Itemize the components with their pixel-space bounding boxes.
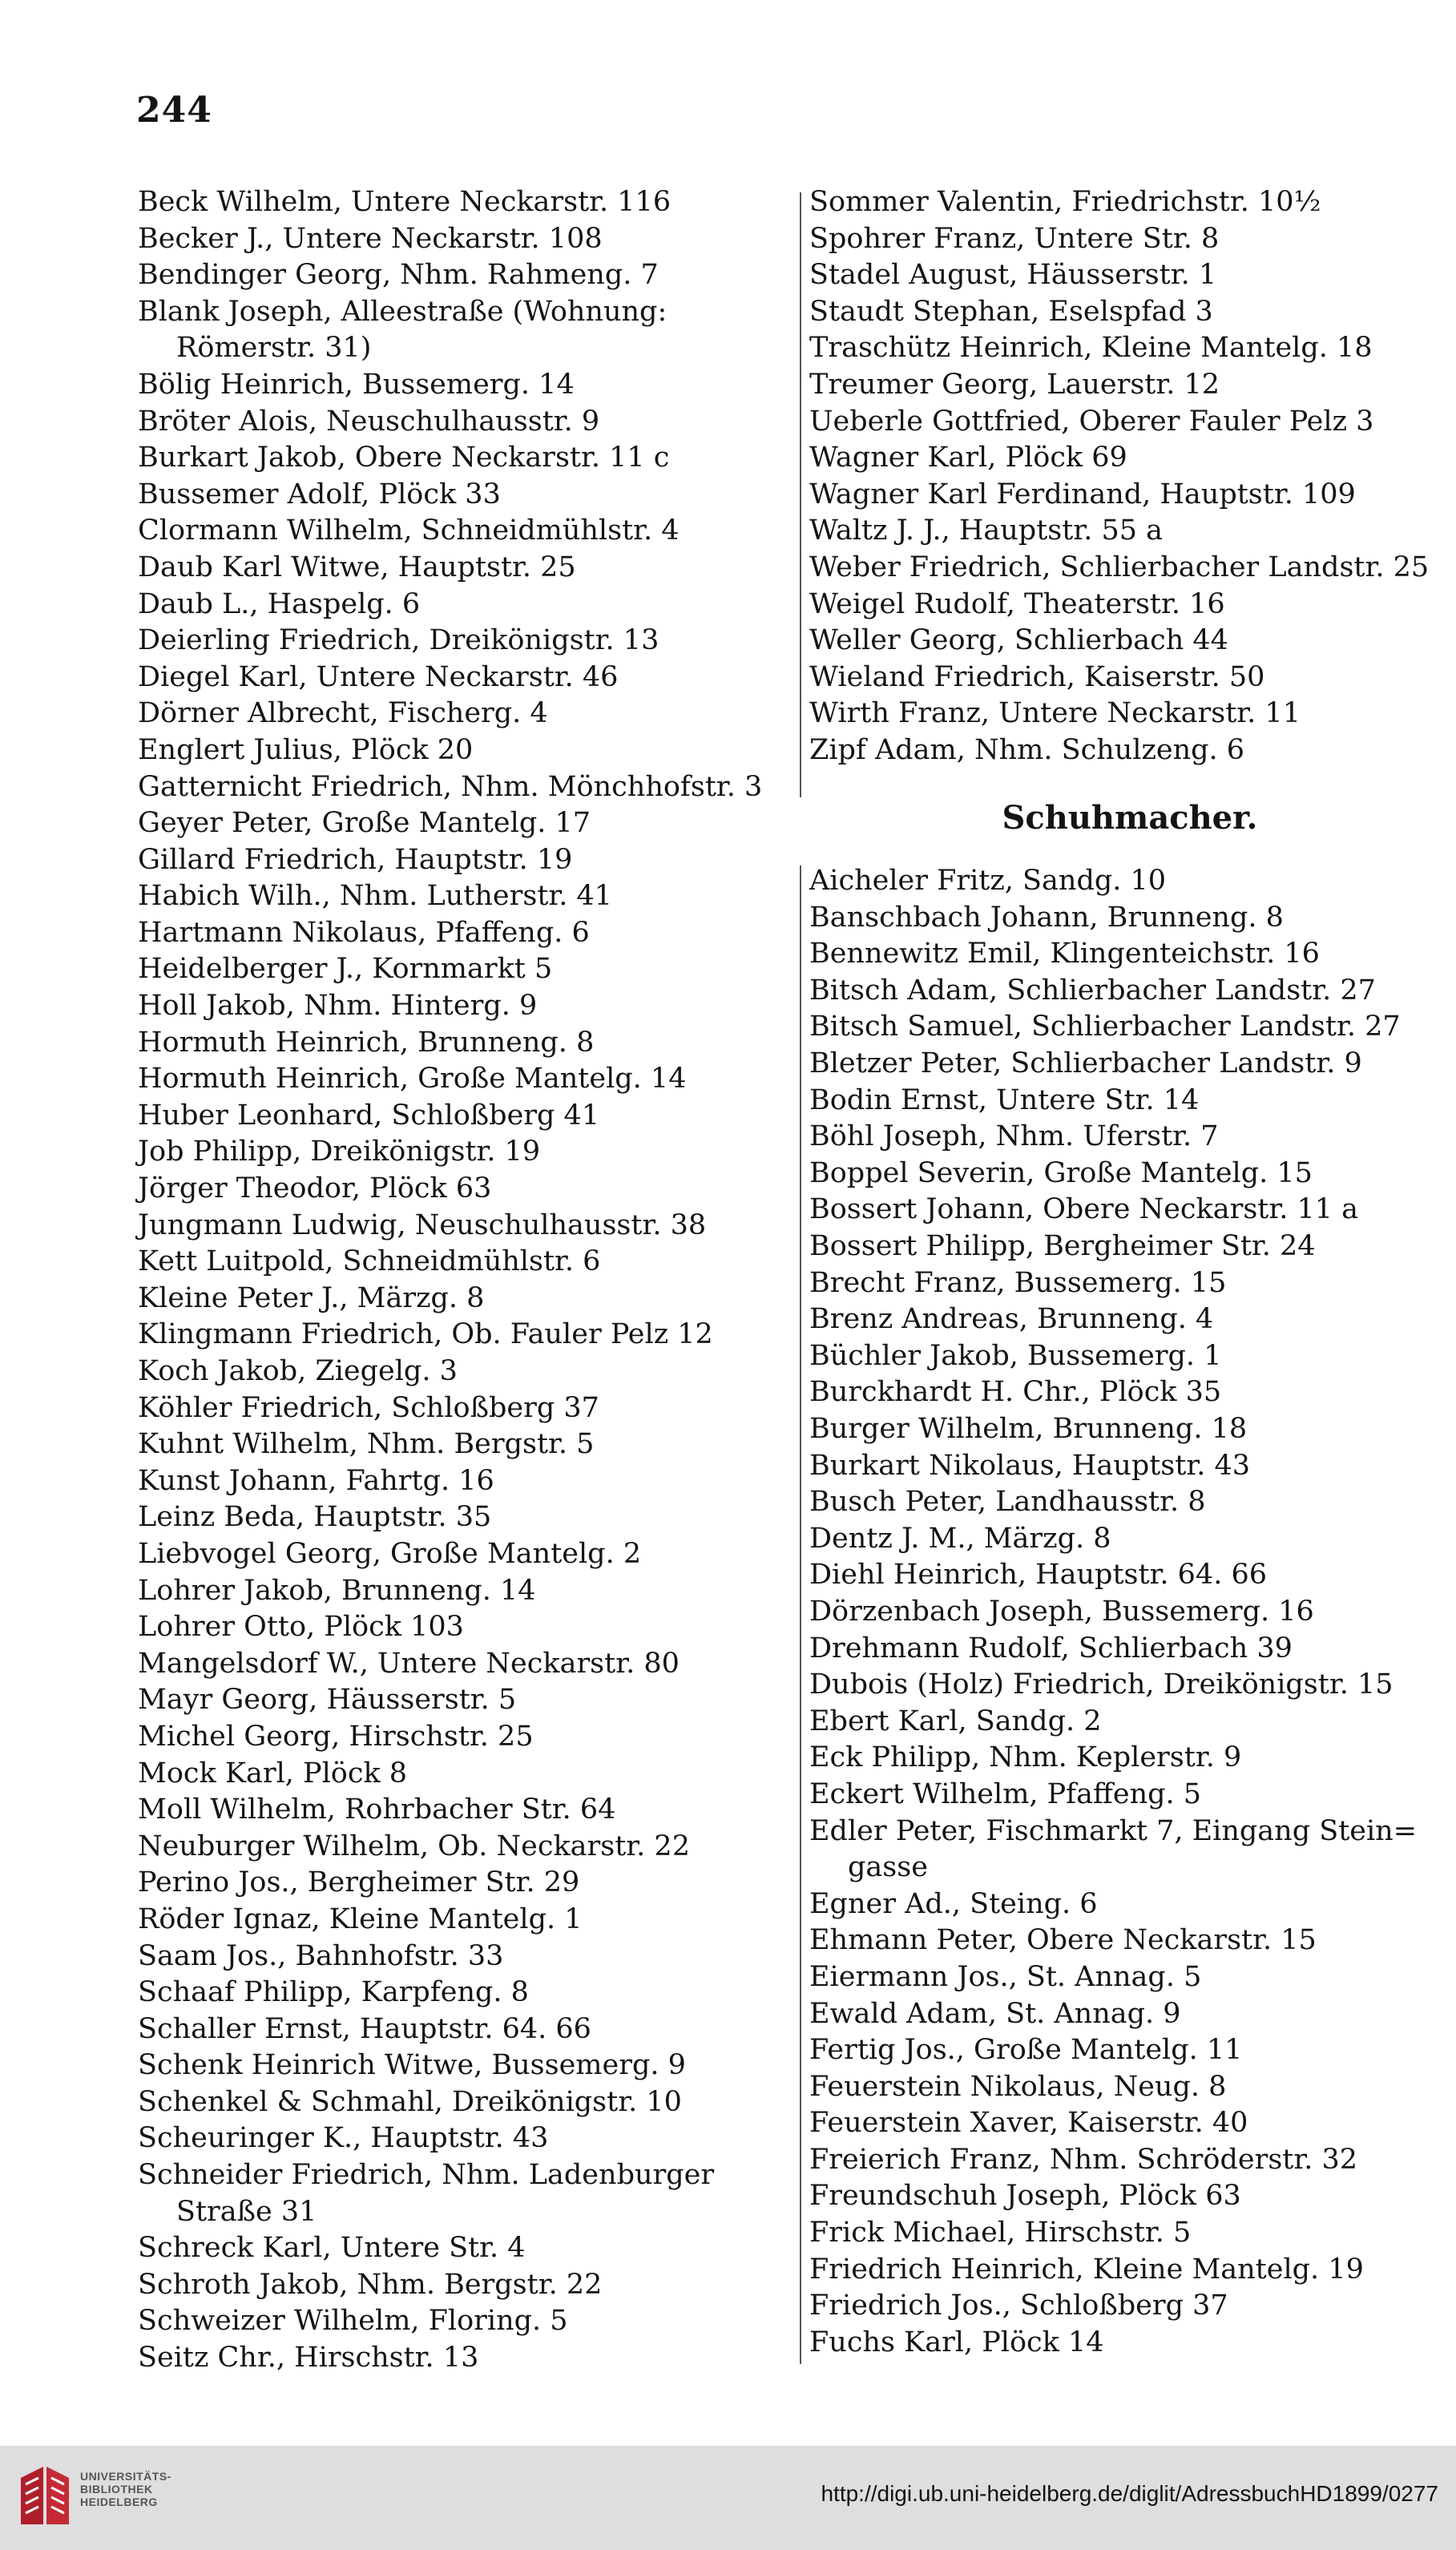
directory-entry: gasse — [848, 1851, 928, 1884]
directory-entry: Busch Peter, Landhausstr. 8 — [809, 1486, 1206, 1519]
directory-entry: Bendinger Georg, Nhm. Rahmeng. 7 — [138, 259, 659, 292]
directory-entry: Hormuth Heinrich, Brunneng. 8 — [138, 1026, 595, 1059]
directory-entry: Edler Peter, Fischmarkt 7, Eingang Stein= — [809, 1814, 1418, 1847]
directory-entry: Schenkel & Schmahl, Dreikönigstr. 10 — [138, 2085, 682, 2118]
footer-bar — [0, 2446, 1456, 2550]
directory-entry: Diehl Heinrich, Hauptstr. 64. 66 — [809, 1559, 1268, 1592]
directory-entry: Daub L., Haspelg. 6 — [138, 587, 421, 620]
column-divider-upper — [800, 192, 801, 797]
directory-entry: Holl Jakob, Nhm. Hinterg. 9 — [138, 990, 538, 1023]
directory-entry: Friedrich Jos., Schloßberg 37 — [809, 2290, 1228, 2322]
directory-entry: Habich Wilh., Nhm. Lutherstr. 41 — [138, 880, 613, 913]
directory-entry: Diegel Karl, Untere Neckarstr. 46 — [138, 660, 619, 693]
directory-entry: Feuerstein Xaver, Kaiserstr. 40 — [809, 2107, 1248, 2140]
directory-entry: Dentz J. M., Märzg. 8 — [809, 1522, 1111, 1555]
directory-entry: Kuhnt Wilhelm, Nhm. Bergstr. 5 — [138, 1428, 595, 1461]
directory-entry: Beck Wilhelm, Untere Neckarstr. 116 — [138, 186, 672, 218]
university-library-logo-icon — [14, 2460, 75, 2532]
directory-entry: Brecht Franz, Bussemerg. 15 — [809, 1266, 1227, 1299]
directory-entry: Bodin Ernst, Untere Str. 14 — [809, 1083, 1200, 1116]
directory-entry: Traschütz Heinrich, Kleine Mantelg. 18 — [809, 332, 1373, 365]
directory-entry: Koch Jakob, Ziegelg. 3 — [138, 1355, 458, 1387]
directory-entry: Schaller Ernst, Hauptstr. 64. 66 — [138, 2012, 591, 2045]
directory-entry: Wieland Friedrich, Kaiserstr. 50 — [809, 660, 1265, 693]
directory-entry: Kleine Peter J., Märzg. 8 — [138, 1281, 485, 1314]
directory-entry: Mock Karl, Plöck 8 — [138, 1757, 408, 1789]
directory-entry: Burckhardt H. Chr., Plöck 35 — [809, 1376, 1222, 1409]
right-column — [809, 184, 1450, 2361]
directory-entry: Straße 31 — [176, 2195, 317, 2228]
directory-entry: Liebvogel Georg, Große Mantelg. 2 — [138, 1537, 642, 1570]
directory-entry: Fertig Jos., Große Mantelg. 11 — [809, 2034, 1243, 2067]
directory-entry: Wagner Karl Ferdinand, Hauptstr. 109 — [809, 478, 1356, 510]
column-divider-lower — [800, 865, 801, 2364]
directory-entry: Kett Luitpold, Schneidmühlstr. 6 — [138, 1245, 601, 1278]
library-name-line-1: UNIVERSITÄTS- — [80, 2470, 171, 2483]
directory-entry: Mayr Georg, Häusserstr. 5 — [138, 1684, 517, 1717]
directory-entry: Burger Wilhelm, Brunneng. 18 — [809, 1413, 1248, 1445]
directory-entry: Schreck Karl, Untere Str. 4 — [138, 2232, 526, 2265]
directory-entry: Bossert Johann, Obere Neckarstr. 11 a — [809, 1193, 1359, 1226]
directory-entry: Jörger Theodor, Plöck 63 — [138, 1172, 492, 1205]
directory-entry: Büchler Jakob, Bussemerg. 1 — [809, 1339, 1222, 1372]
directory-entry: Hartmann Nikolaus, Pfaffeng. 6 — [138, 916, 590, 949]
directory-entry: Eckert Wilhelm, Pfaffeng. 5 — [809, 1777, 1202, 1810]
source-url-link[interactable]: http://digi.ub.uni-heidelberg.de/diglit/AdressbuchHD1899/0277 — [821, 2481, 1438, 2506]
directory-entry: Weber Friedrich, Schlierbacher Landstr. 25 — [809, 551, 1430, 583]
directory-entry: Schroth Jakob, Nhm. Bergstr. 22 — [138, 2268, 603, 2301]
directory-entry: Gatternicht Friedrich, Nhm. Mönchhofstr. 3 — [138, 770, 763, 803]
directory-entry: Schenk Heinrich Witwe, Bussemerg. 9 — [138, 2049, 686, 2082]
directory-entry: Seitz Chr., Hirschstr. 13 — [138, 2342, 479, 2374]
directory-entry: Banschbach Johann, Brunneng. 8 — [809, 901, 1284, 934]
directory-entry: Dörner Albrecht, Fischerg. 4 — [138, 697, 548, 730]
directory-entry: Blank Joseph, Alleestraße (Wohnung: — [138, 295, 668, 328]
directory-entry: Sommer Valentin, Friedrichstr. 10½ — [809, 186, 1321, 218]
directory-entry: Böhl Joseph, Nhm. Uferstr. 7 — [809, 1120, 1219, 1153]
right-column-bottom-list — [809, 863, 1450, 2361]
directory-entry: Saam Jos., Bahnhofstr. 33 — [138, 1939, 504, 1972]
directory-entry: Lohrer Jakob, Brunneng. 14 — [138, 1574, 536, 1607]
directory-entry: Geyer Peter, Große Mantelg. 17 — [138, 807, 591, 840]
directory-entry: Schaaf Philipp, Karpfeng. 8 — [138, 1976, 529, 2009]
directory-entry: Friedrich Heinrich, Kleine Mantelg. 19 — [809, 2253, 1364, 2286]
directory-entry: Wirth Franz, Untere Neckarstr. 11 — [809, 697, 1301, 730]
directory-entry: Lohrer Otto, Plöck 103 — [138, 1611, 464, 1644]
directory-entry: Heidelberger J., Kornmarkt 5 — [138, 953, 553, 986]
directory-entry: Klingmann Friedrich, Ob. Fauler Pelz 12 — [138, 1318, 713, 1351]
library-name-line-2: BIBLIOTHEK — [80, 2483, 153, 2496]
directory-entry: Dubois (Holz) Friedrich, Dreikönigstr. 15 — [809, 1668, 1393, 1701]
directory-entry: Huber Leonhard, Schloßberg 41 — [138, 1099, 600, 1132]
directory-entry: Egner Ad., Steing. 6 — [809, 1887, 1098, 1920]
directory-entry: Röder Ignaz, Kleine Mantelg. 1 — [138, 1902, 583, 1935]
directory-entry: Römerstr. 31) — [176, 332, 372, 365]
section-heading: Schuhmacher. — [1002, 798, 1258, 837]
directory-entry: Gillard Friedrich, Hauptstr. 19 — [138, 843, 573, 876]
directory-entry: Fuchs Karl, Plöck 14 — [809, 2326, 1104, 2358]
directory-entry: Ebert Karl, Sandg. 2 — [809, 1705, 1102, 1737]
directory-entry: Brenz Andreas, Brunneng. 4 — [809, 1303, 1214, 1336]
directory-entry: Deierling Friedrich, Dreikönigstr. 13 — [138, 624, 659, 657]
page-number: 244 — [136, 90, 212, 131]
directory-entry: Zipf Adam, Nhm. Schulzeng. 6 — [809, 733, 1245, 766]
directory-entry: Aicheler Fritz, Sandg. 10 — [809, 865, 1167, 898]
directory-entry: Bossert Philipp, Bergheimer Str. 24 — [809, 1230, 1316, 1263]
directory-entry: Mangelsdorf W., Untere Neckarstr. 80 — [138, 1647, 680, 1680]
directory-entry: Stadel August, Häusserstr. 1 — [809, 259, 1217, 292]
directory-entry: Drehmann Rudolf, Schlierbach 39 — [809, 1632, 1293, 1664]
directory-entry: Bennewitz Emil, Klingenteichstr. 16 — [809, 938, 1320, 970]
directory-entry: Becker J., Untere Neckarstr. 108 — [138, 222, 603, 255]
directory-entry: Bitsch Adam, Schlierbacher Landstr. 27 — [809, 974, 1376, 1007]
directory-entry: Weller Georg, Schlierbach 44 — [809, 624, 1228, 657]
directory-entry: Neuburger Wilhelm, Ob. Neckarstr. 22 — [138, 1830, 690, 1862]
directory-entry: Köhler Friedrich, Schloßberg 37 — [138, 1391, 599, 1424]
directory-entry: Moll Wilhelm, Rohrbacher Str. 64 — [138, 1793, 616, 1826]
directory-entry: Eiermann Jos., St. Annag. 5 — [809, 1960, 1202, 1993]
directory-entry: Waltz J. J., Hauptstr. 55 a — [809, 514, 1163, 547]
directory-entry: Freierich Franz, Nhm. Schröderstr. 32 — [809, 2143, 1358, 2176]
directory-entry: Schweizer Wilhelm, Floring. 5 — [138, 2305, 568, 2338]
directory-entry: Dörzenbach Joseph, Bussemerg. 16 — [809, 1595, 1314, 1628]
directory-entry: Ewald Adam, St. Annag. 9 — [809, 1997, 1181, 2030]
directory-entry: Kunst Johann, Fahrtg. 16 — [138, 1464, 494, 1497]
directory-entry: Bitsch Samuel, Schlierbacher Landstr. 27 — [809, 1011, 1401, 1043]
directory-entry: Boppel Severin, Große Mantelg. 15 — [809, 1156, 1313, 1189]
directory-entry: Treumer Georg, Lauerstr. 12 — [809, 368, 1220, 401]
directory-entry: Bölig Heinrich, Bussemerg. 14 — [138, 368, 575, 401]
directory-entry: Job Philipp, Dreikönigstr. 19 — [138, 1136, 541, 1168]
directory-entry: Bussemer Adolf, Plöck 33 — [138, 478, 501, 510]
directory-entry: Scheuringer K., Hauptstr. 43 — [138, 2122, 549, 2155]
directory-entry: Spohrer Franz, Untere Str. 8 — [809, 222, 1220, 255]
directory-entry: Perino Jos., Bergheimer Str. 29 — [138, 1866, 580, 1899]
directory-entry: Freundschuh Joseph, Plöck 63 — [809, 2180, 1241, 2213]
directory-entry: Eck Philipp, Nhm. Keplerstr. 9 — [809, 1741, 1242, 1774]
directory-entry: Staudt Stephan, Eselspfad 3 — [809, 295, 1213, 328]
directory-entry: Michel Georg, Hirschstr. 25 — [138, 1720, 534, 1753]
directory-entry: Weigel Rudolf, Theaterstr. 16 — [809, 587, 1225, 620]
directory-entry: Ehmann Peter, Obere Neckarstr. 15 — [809, 1924, 1317, 1957]
directory-entry: Bröter Alois, Neuschulhausstr. 9 — [138, 405, 600, 438]
left-column — [138, 184, 795, 2377]
directory-entry: Hormuth Heinrich, Große Mantelg. 14 — [138, 1063, 687, 1095]
directory-entry: Daub Karl Witwe, Hauptstr. 25 — [138, 551, 576, 583]
library-name — [80, 2470, 171, 2508]
directory-entry: Leinz Beda, Hauptstr. 35 — [138, 1501, 492, 1534]
directory-entry: Frick Michael, Hirschstr. 5 — [809, 2217, 1192, 2249]
directory-entry: Bletzer Peter, Schlierbacher Landstr. 9 — [809, 1047, 1362, 1080]
right-column-top-list — [809, 184, 1450, 769]
library-name-line-3: HEIDELBERG — [80, 2496, 158, 2508]
directory-entry: Feuerstein Nikolaus, Neug. 8 — [809, 2070, 1227, 2103]
directory-entry: Schneider Friedrich, Nhm. Ladenburger — [138, 2159, 715, 2192]
directory-entry: Ueberle Gottfried, Oberer Fauler Pelz 3 — [809, 405, 1374, 438]
directory-entry: Wagner Karl, Plöck 69 — [809, 442, 1127, 474]
directory-entry: Burkart Jakob, Obere Neckarstr. 11 c — [138, 442, 670, 474]
directory-entry: Clormann Wilhelm, Schneidmühlstr. 4 — [138, 514, 680, 547]
directory-entry: Burkart Nikolaus, Hauptstr. 43 — [809, 1449, 1251, 1482]
directory-entry: Jungmann Ludwig, Neuschulhausstr. 38 — [138, 1208, 707, 1241]
directory-entry: Englert Julius, Plöck 20 — [138, 733, 474, 766]
